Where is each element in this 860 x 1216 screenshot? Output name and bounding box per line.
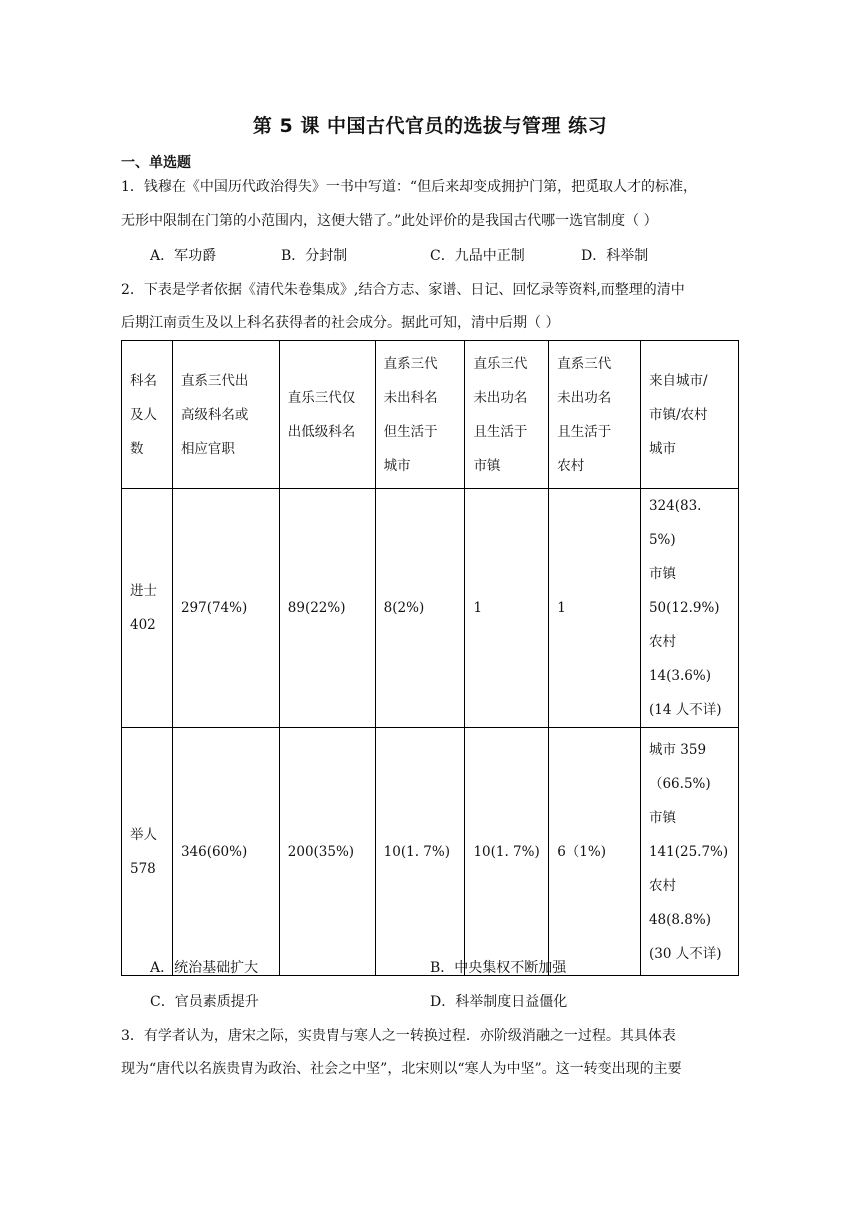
table-cell: 89(22%) (279, 489, 375, 728)
table-cell: 10(1. 7%) (465, 728, 549, 976)
table-cell: 1 (549, 489, 641, 728)
table-cell: 8(2%) (375, 489, 465, 728)
table-header-cell: 直系三代 未出科名 但生活于 城市 (375, 341, 465, 489)
page-title: 第 5 课 中国古代官员的选拔与管理 练习 (252, 115, 608, 137)
q2-option-c: C．官员素质提升 (150, 994, 259, 1010)
table-header-cell: 直乐三代 未出功名 且生活于 市镇 (465, 341, 549, 489)
table-cell: 297(74%) (172, 489, 279, 728)
table-cell: 6（1%) (549, 728, 641, 976)
table-cell: 200(35%) (279, 728, 375, 976)
section-heading: 一、单选题 (121, 155, 191, 171)
q1-option-a: A．军功爵 (150, 248, 217, 264)
table-cell: 346(60%) (172, 728, 279, 976)
table-row-juren (122, 728, 739, 976)
table-row-jinshi (122, 489, 739, 728)
q3-line-2: 现为“唐代以名族贵胄为政治、社会之中坚”，北宋则以“寒人为中坚”。这一转变出现的主要 (121, 1061, 682, 1077)
table-header-cell: 来自城市/ 市镇/农村 城市 (640, 341, 738, 489)
table-cell-origin: 城市 359 （66.5%) 市镇 141(25.7%) 农村 48(8.8%) (30 人不详) (640, 728, 738, 976)
table-header-cell: 直系三代出 高级科名或 相应官职 (172, 341, 279, 489)
q1-option-c: C．九品中正制 (430, 248, 525, 264)
q1-option-d: D．科举制 (581, 248, 649, 264)
q1-line-2: 无形中限制在门第的小范围内，这便大错了。”此处评价的是我国古代哪一选官制度（ ） (121, 213, 658, 229)
q3-line-1: 3．有学者认为，唐宋之际，实贵胄与寒人之一转换过程．亦阶级消融之一过程。其具体表 (121, 1028, 676, 1044)
table-cell: 1 (465, 489, 549, 728)
table-header-cell: 直乐三代仅 出低级科名 (279, 341, 375, 489)
q2-option-a: A．统治基础扩大 (150, 960, 259, 976)
q2-option-d: D．科举制度日益僵化 (430, 994, 568, 1010)
q2-line-2: 后期江南贡生及以上科名获得者的社会成分。据此可知，清中后期（ ） (121, 315, 560, 331)
table-header-cell: 直系三代 未出功名 且生活于 农村 (549, 341, 641, 489)
table-cell: 10(1. 7%) (375, 728, 465, 976)
data-table (121, 340, 739, 976)
table-header-row (122, 341, 739, 489)
q1-line-1: 1．钱穆在《中国历代政治得失》一书中写道：“但后来却变成拥护门第，把觅取人才的标准， (121, 179, 698, 195)
q2-option-b: B．中央集权不断加强 (430, 960, 567, 976)
table-cell-origin: 324(83. 5%) 市镇 50(12.9%) 农村 14(3.6%) (14 人不详) (640, 489, 738, 728)
q1-option-b: B．分封制 (281, 248, 348, 264)
table-header-cell: 科名 及人 数 (122, 341, 173, 489)
table-row-label: 进士 402 (122, 489, 173, 728)
q2-line-1: 2．下表是学者依据《清代朱卷集成》,结合方志、家谱、日记、回忆录等资料,而整理的清中 (121, 282, 685, 298)
table-row-label: 举人 578 (122, 728, 173, 976)
